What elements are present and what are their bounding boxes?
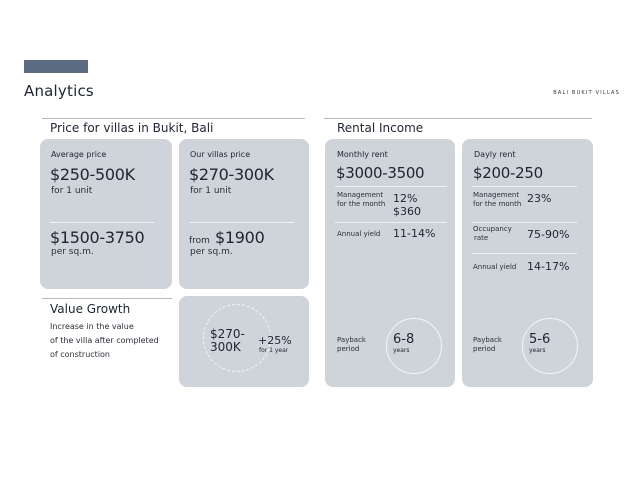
monthly-management-label: [337, 191, 385, 210]
monthly-payback-value: 6-8: [393, 332, 415, 347]
daily-yield-value: 14-17%: [527, 260, 570, 273]
price-section-title: Price for villas in Bukit, Bali: [50, 121, 214, 135]
daily-rent-value: $200-250: [473, 164, 543, 182]
price-section-rule: [42, 118, 305, 119]
page-title: Analytics: [24, 82, 94, 100]
rental-section-title: Rental Income: [337, 121, 424, 135]
divider: [50, 222, 155, 223]
daily-payback-unit: years: [529, 347, 546, 354]
average-sqm-unit: per sq.m.: [51, 247, 94, 257]
growth-description-line: of the villa after completed: [50, 336, 159, 345]
monthly-payback-label: [337, 336, 366, 355]
our-price-value: $270-300K: [189, 165, 274, 184]
our-villas-price-card: [179, 139, 309, 289]
divider: [472, 253, 577, 254]
daily-yield-label: Annual yield: [473, 263, 517, 271]
monthly-management-pct: 12%: [393, 192, 418, 205]
growth-description: [50, 320, 159, 362]
monthly-yield-value: 11-14%: [393, 227, 436, 240]
monthly-rent-card: [325, 139, 455, 387]
our-price-label: Our villas price: [190, 150, 251, 159]
divider: [335, 186, 447, 187]
growth-description-line: of construction: [50, 350, 111, 359]
daily-management-label: [473, 191, 521, 210]
growth-section-title: Value Growth: [50, 302, 131, 316]
growth-period: for 1 year: [259, 347, 289, 354]
label-line: for the month: [337, 200, 386, 209]
daily-management-pct: 23%: [527, 192, 552, 205]
daily-rent-card: [462, 139, 593, 387]
average-price-value: $250-500K: [50, 165, 135, 184]
average-price-unit: for 1 unit: [51, 186, 93, 196]
divider: [335, 222, 447, 223]
daily-payback-label: [473, 336, 502, 355]
monthly-rent-label: Monthly rent: [337, 150, 388, 159]
value-growth-card: [179, 296, 309, 387]
label-line: Occupancy: [473, 225, 512, 233]
growth-price-line1: $270-: [210, 327, 245, 341]
daily-occupancy-label: [473, 225, 512, 244]
label-line: rate: [474, 234, 489, 243]
average-price-label: Average price: [51, 150, 107, 159]
label-line: period: [473, 345, 496, 354]
brand-name: BALI BUKIT VILLAS: [553, 90, 620, 96]
average-sqm-value: $1500-3750: [50, 228, 145, 247]
label-line: period: [337, 345, 360, 354]
divider: [189, 222, 294, 223]
rental-section-rule: [324, 118, 592, 119]
our-price-unit: for 1 unit: [190, 186, 232, 196]
growth-price-line2: 300K: [210, 340, 241, 355]
our-sqm-price: [189, 228, 264, 247]
our-sqm-value: $1900: [215, 228, 265, 247]
divider: [472, 222, 577, 223]
monthly-rent-value: $3000-3500: [336, 164, 425, 182]
accent-bar: [24, 60, 88, 73]
growth-section-rule: [42, 298, 172, 299]
label-line: Payback: [337, 336, 366, 344]
divider: [472, 186, 577, 187]
monthly-yield-label: Annual yield: [337, 230, 381, 238]
label-line: Payback: [473, 336, 502, 344]
monthly-management-amount: $360: [393, 205, 421, 218]
growth-price: [210, 328, 245, 354]
average-price-card: [40, 139, 172, 289]
label-line: for the month: [473, 200, 522, 209]
our-sqm-prefix: from: [189, 236, 210, 246]
daily-rent-label: Dayly rent: [474, 150, 516, 159]
daily-payback-value: 5-6: [529, 332, 551, 347]
monthly-payback-unit: years: [393, 347, 410, 354]
our-sqm-unit: per sq.m.: [190, 247, 233, 257]
label-line: Management: [337, 191, 384, 199]
growth-percent: +25%: [258, 334, 292, 347]
growth-description-line: Increase in the value: [50, 322, 134, 331]
label-line: Management: [473, 191, 520, 199]
daily-occupancy-value: 75-90%: [527, 228, 570, 241]
